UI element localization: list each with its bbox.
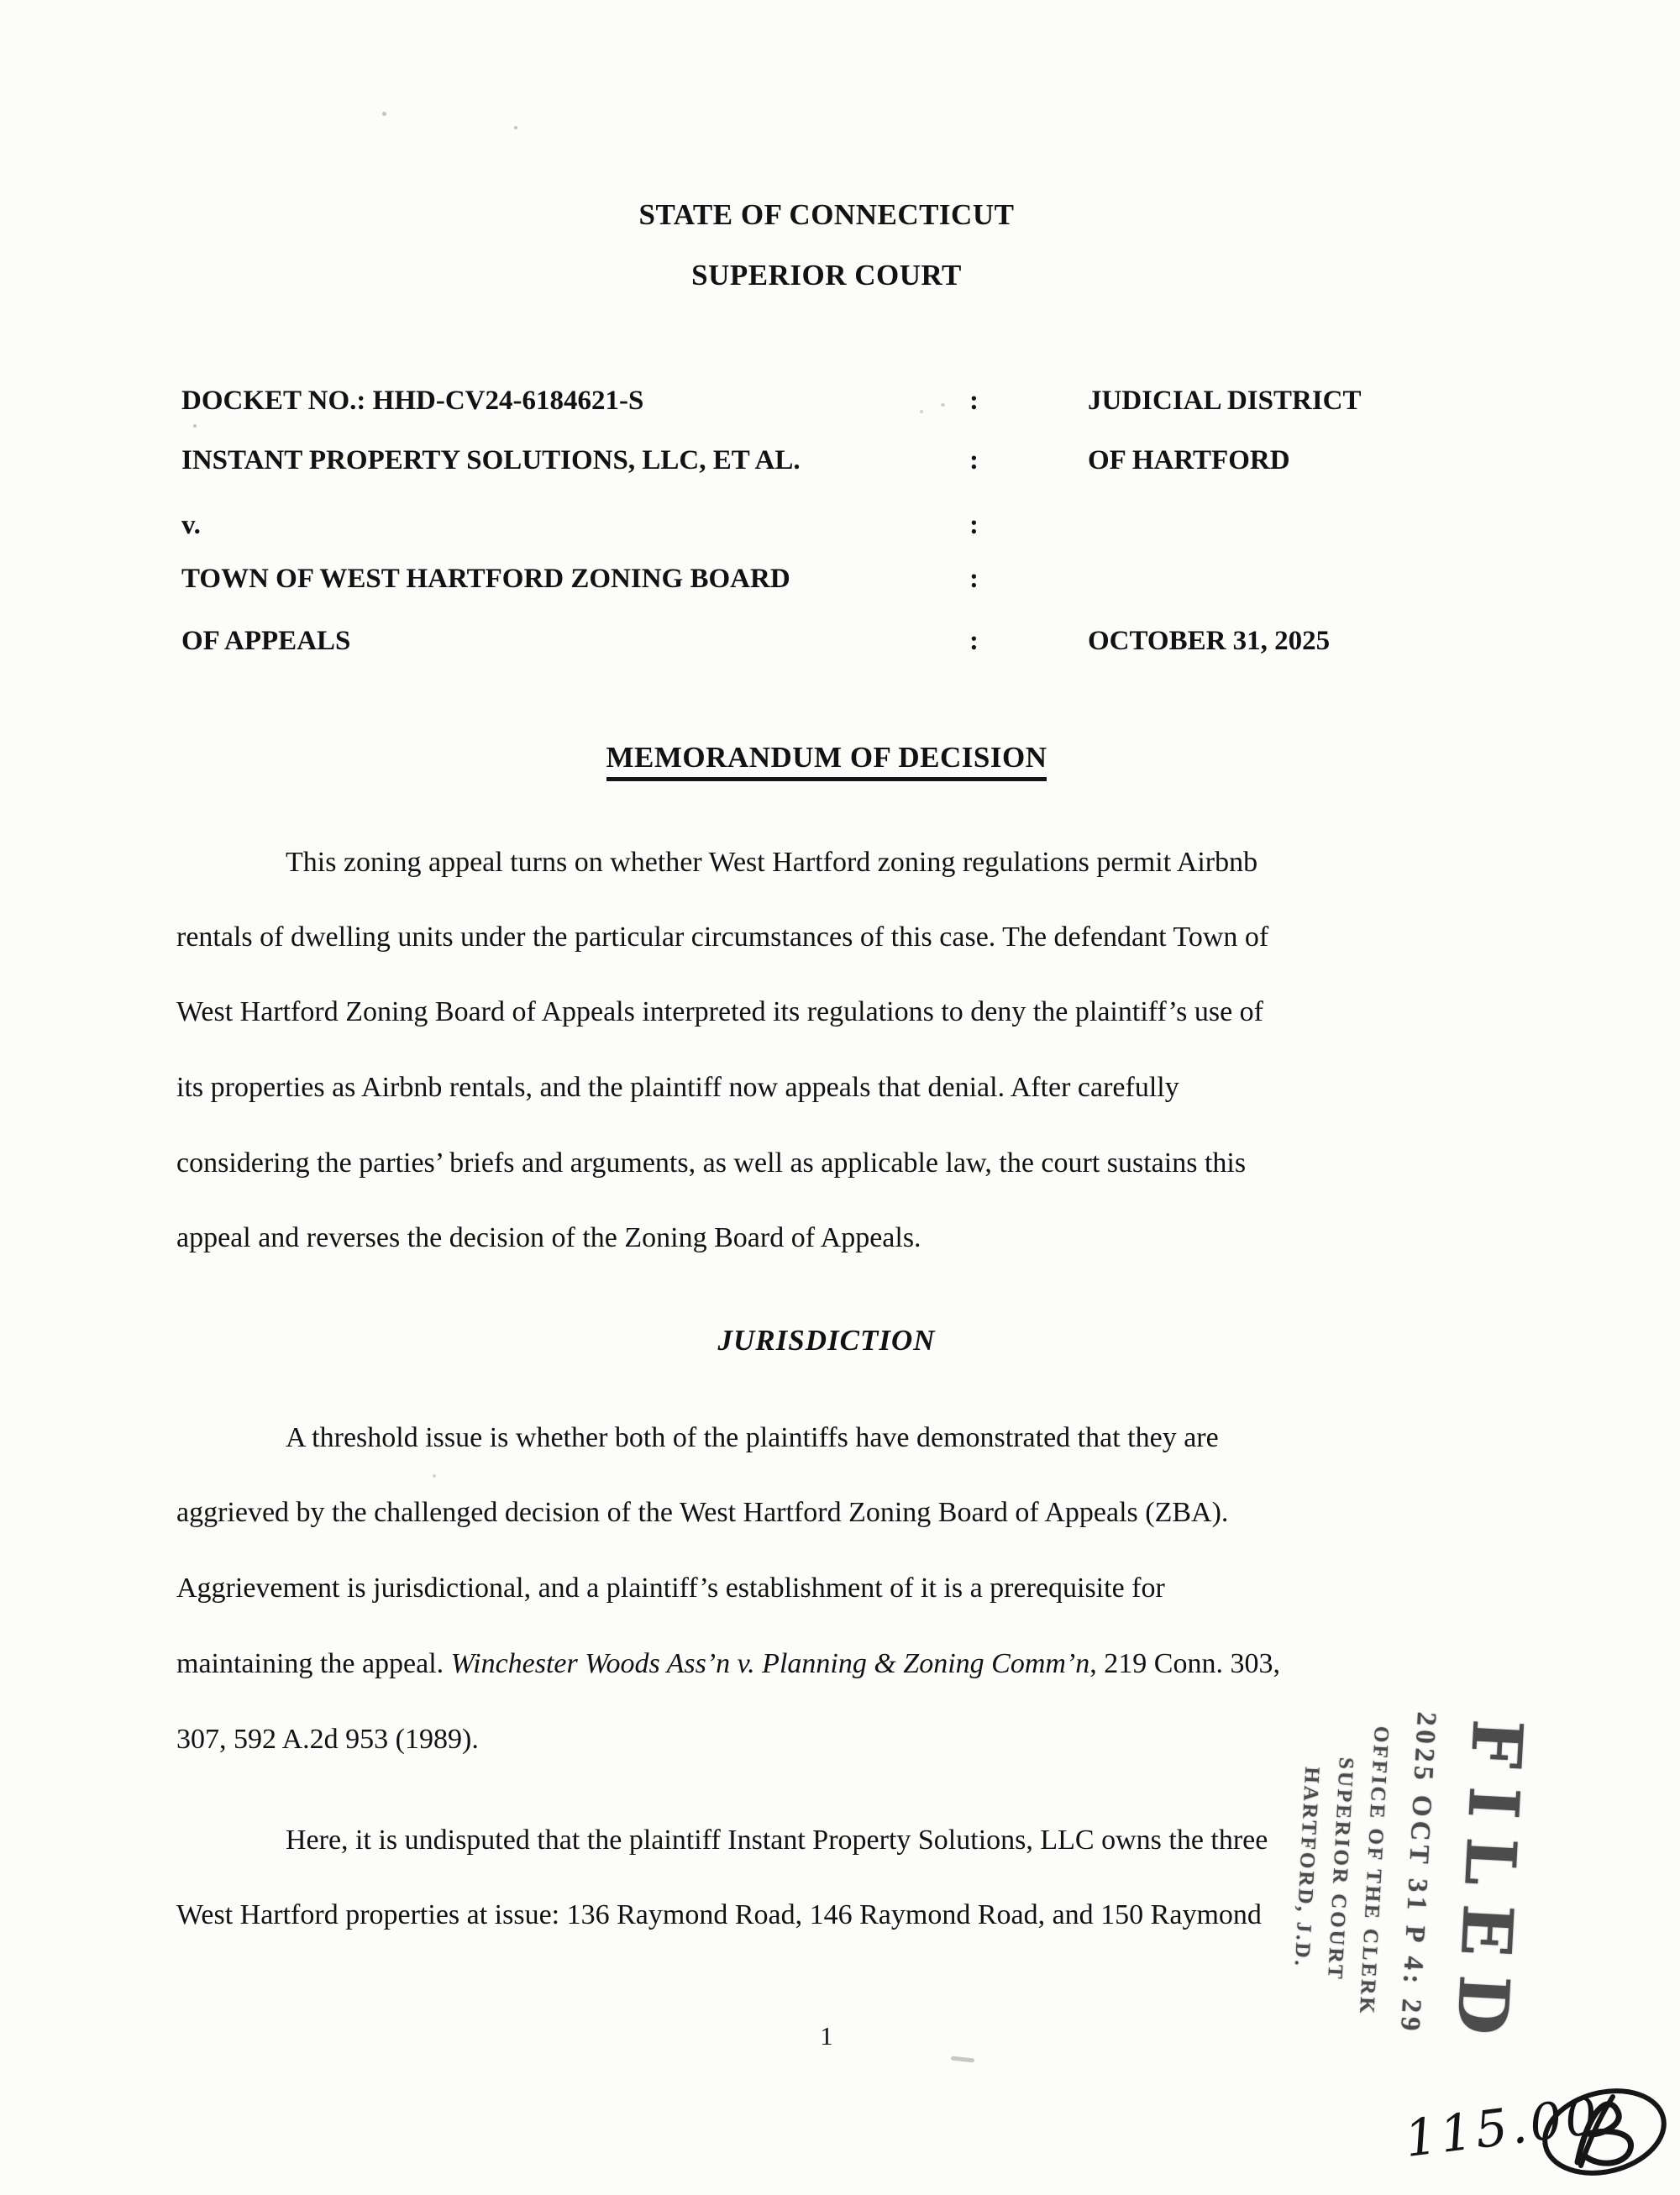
defendant-name-line2: OF APPEALS	[181, 626, 351, 656]
body-line: Here, it is undisputed that the plaintiff Instant Property Solutions, LLC owns the three	[286, 1825, 1268, 1856]
stamp-datetime: 2025 OCT 31 P 4: 29	[1394, 1710, 1441, 2036]
caption-colon: :	[969, 564, 979, 594]
scan-speck	[920, 410, 923, 413]
citation-post-text: , 219 Conn. 303,	[1089, 1648, 1280, 1679]
scan-speck	[193, 424, 197, 428]
scan-speck	[382, 112, 386, 116]
jurisdiction-heading: JURISDICTION	[717, 1324, 936, 1357]
filed-stamp	[1169, 1662, 1536, 2079]
body-line: West Hartford properties at issue: 136 Raymond Road, 146 Raymond Road, and 150 Raymond	[176, 1899, 1262, 1930]
caption-row	[181, 626, 1492, 663]
memorandum-title-wrap	[176, 741, 1477, 781]
stamp-filed-text: FILED	[1439, 1717, 1538, 2056]
body-line: West Hartford Zoning Board of Appeals interpreted its regulations to deny the plaintiff’s use of	[176, 996, 1263, 1027]
body-line: A threshold issue is whether both of the plaintiffs have demonstrated that they are	[286, 1422, 1219, 1453]
defendant-name-line1: TOWN OF WEST HARTFORD ZONING BOARD	[181, 564, 790, 594]
body-line: considering the parties’ briefs and arguments, as well as applicable law, the court sustains this	[176, 1147, 1247, 1179]
stamp-office-block	[1279, 1667, 1401, 2072]
caption-row	[181, 510, 1492, 547]
body-line: appeal and reverses the decision of the Zoning Board of Appeals.	[176, 1222, 921, 1253]
caption-row	[181, 445, 1492, 482]
judicial-district: JUDICIAL DISTRICT	[1088, 386, 1362, 416]
court-name-heading: SUPERIOR COURT	[691, 259, 962, 291]
scan-smudge	[951, 2056, 974, 2063]
body-line: This zoning appeal turns on whether West Hartford zoning regulations permit Airbnb	[286, 847, 1258, 878]
scan-speck	[433, 1474, 436, 1478]
body-line: aggrieved by the challenged decision of the West Hartford Zoning Board of Appeals (ZBA).	[176, 1497, 1229, 1528]
versus-label: v.	[181, 510, 201, 540]
plaintiff-name: INSTANT PROPERTY SOLUTIONS, LLC, ET AL.	[181, 445, 801, 475]
body-line: its properties as Airbnb rentals, and the plaintiff now appeals that denial. After carefully	[176, 1072, 1179, 1103]
fee-handwriting: 115.00	[1401, 2087, 1604, 2169]
stamp-office-line: HARTFORD, J.D.	[1289, 1766, 1324, 1969]
caption-colon: :	[969, 626, 979, 656]
scan-speck	[941, 403, 945, 407]
memorandum-title: MEMORANDUM OF DECISION	[606, 741, 1047, 781]
citation-line	[176, 1648, 1280, 1680]
court-state-heading: STATE OF CONNECTICUT	[638, 198, 1015, 231]
stamp-office-line: OFFICE OF THE CLERK	[1354, 1725, 1393, 2017]
page-number: 1	[820, 2021, 833, 2051]
case-citation: Winchester Woods Ass’n v. Planning & Zoning Comm’n	[450, 1648, 1090, 1679]
initials-scribble	[1536, 2085, 1670, 2179]
body-line: rentals of dwelling units under the particular circumstances of this case. The defendant Town of	[176, 922, 1269, 953]
stamp-office-line: SUPERIOR COURT	[1322, 1757, 1357, 1982]
district-location: OF HARTFORD	[1088, 445, 1290, 475]
caption-colon: :	[969, 445, 979, 475]
scan-speck	[514, 126, 517, 129]
body-line: Aggrievement is jurisdictional, and a plaintiff’s establishment of it is a prerequisite for	[176, 1573, 1165, 1604]
decision-date: OCTOBER 31, 2025	[1088, 626, 1331, 656]
citation-pre-text: maintaining the appeal.	[176, 1648, 451, 1679]
caption-colon: :	[969, 386, 979, 416]
caption-row	[181, 386, 1492, 423]
body-line: 307, 592 A.2d 953 (1989).	[176, 1724, 479, 1755]
caption-colon: :	[969, 510, 979, 540]
docket-number: DOCKET NO.: HHD-CV24-6184621-S	[181, 386, 644, 416]
caption-row	[181, 564, 1492, 601]
